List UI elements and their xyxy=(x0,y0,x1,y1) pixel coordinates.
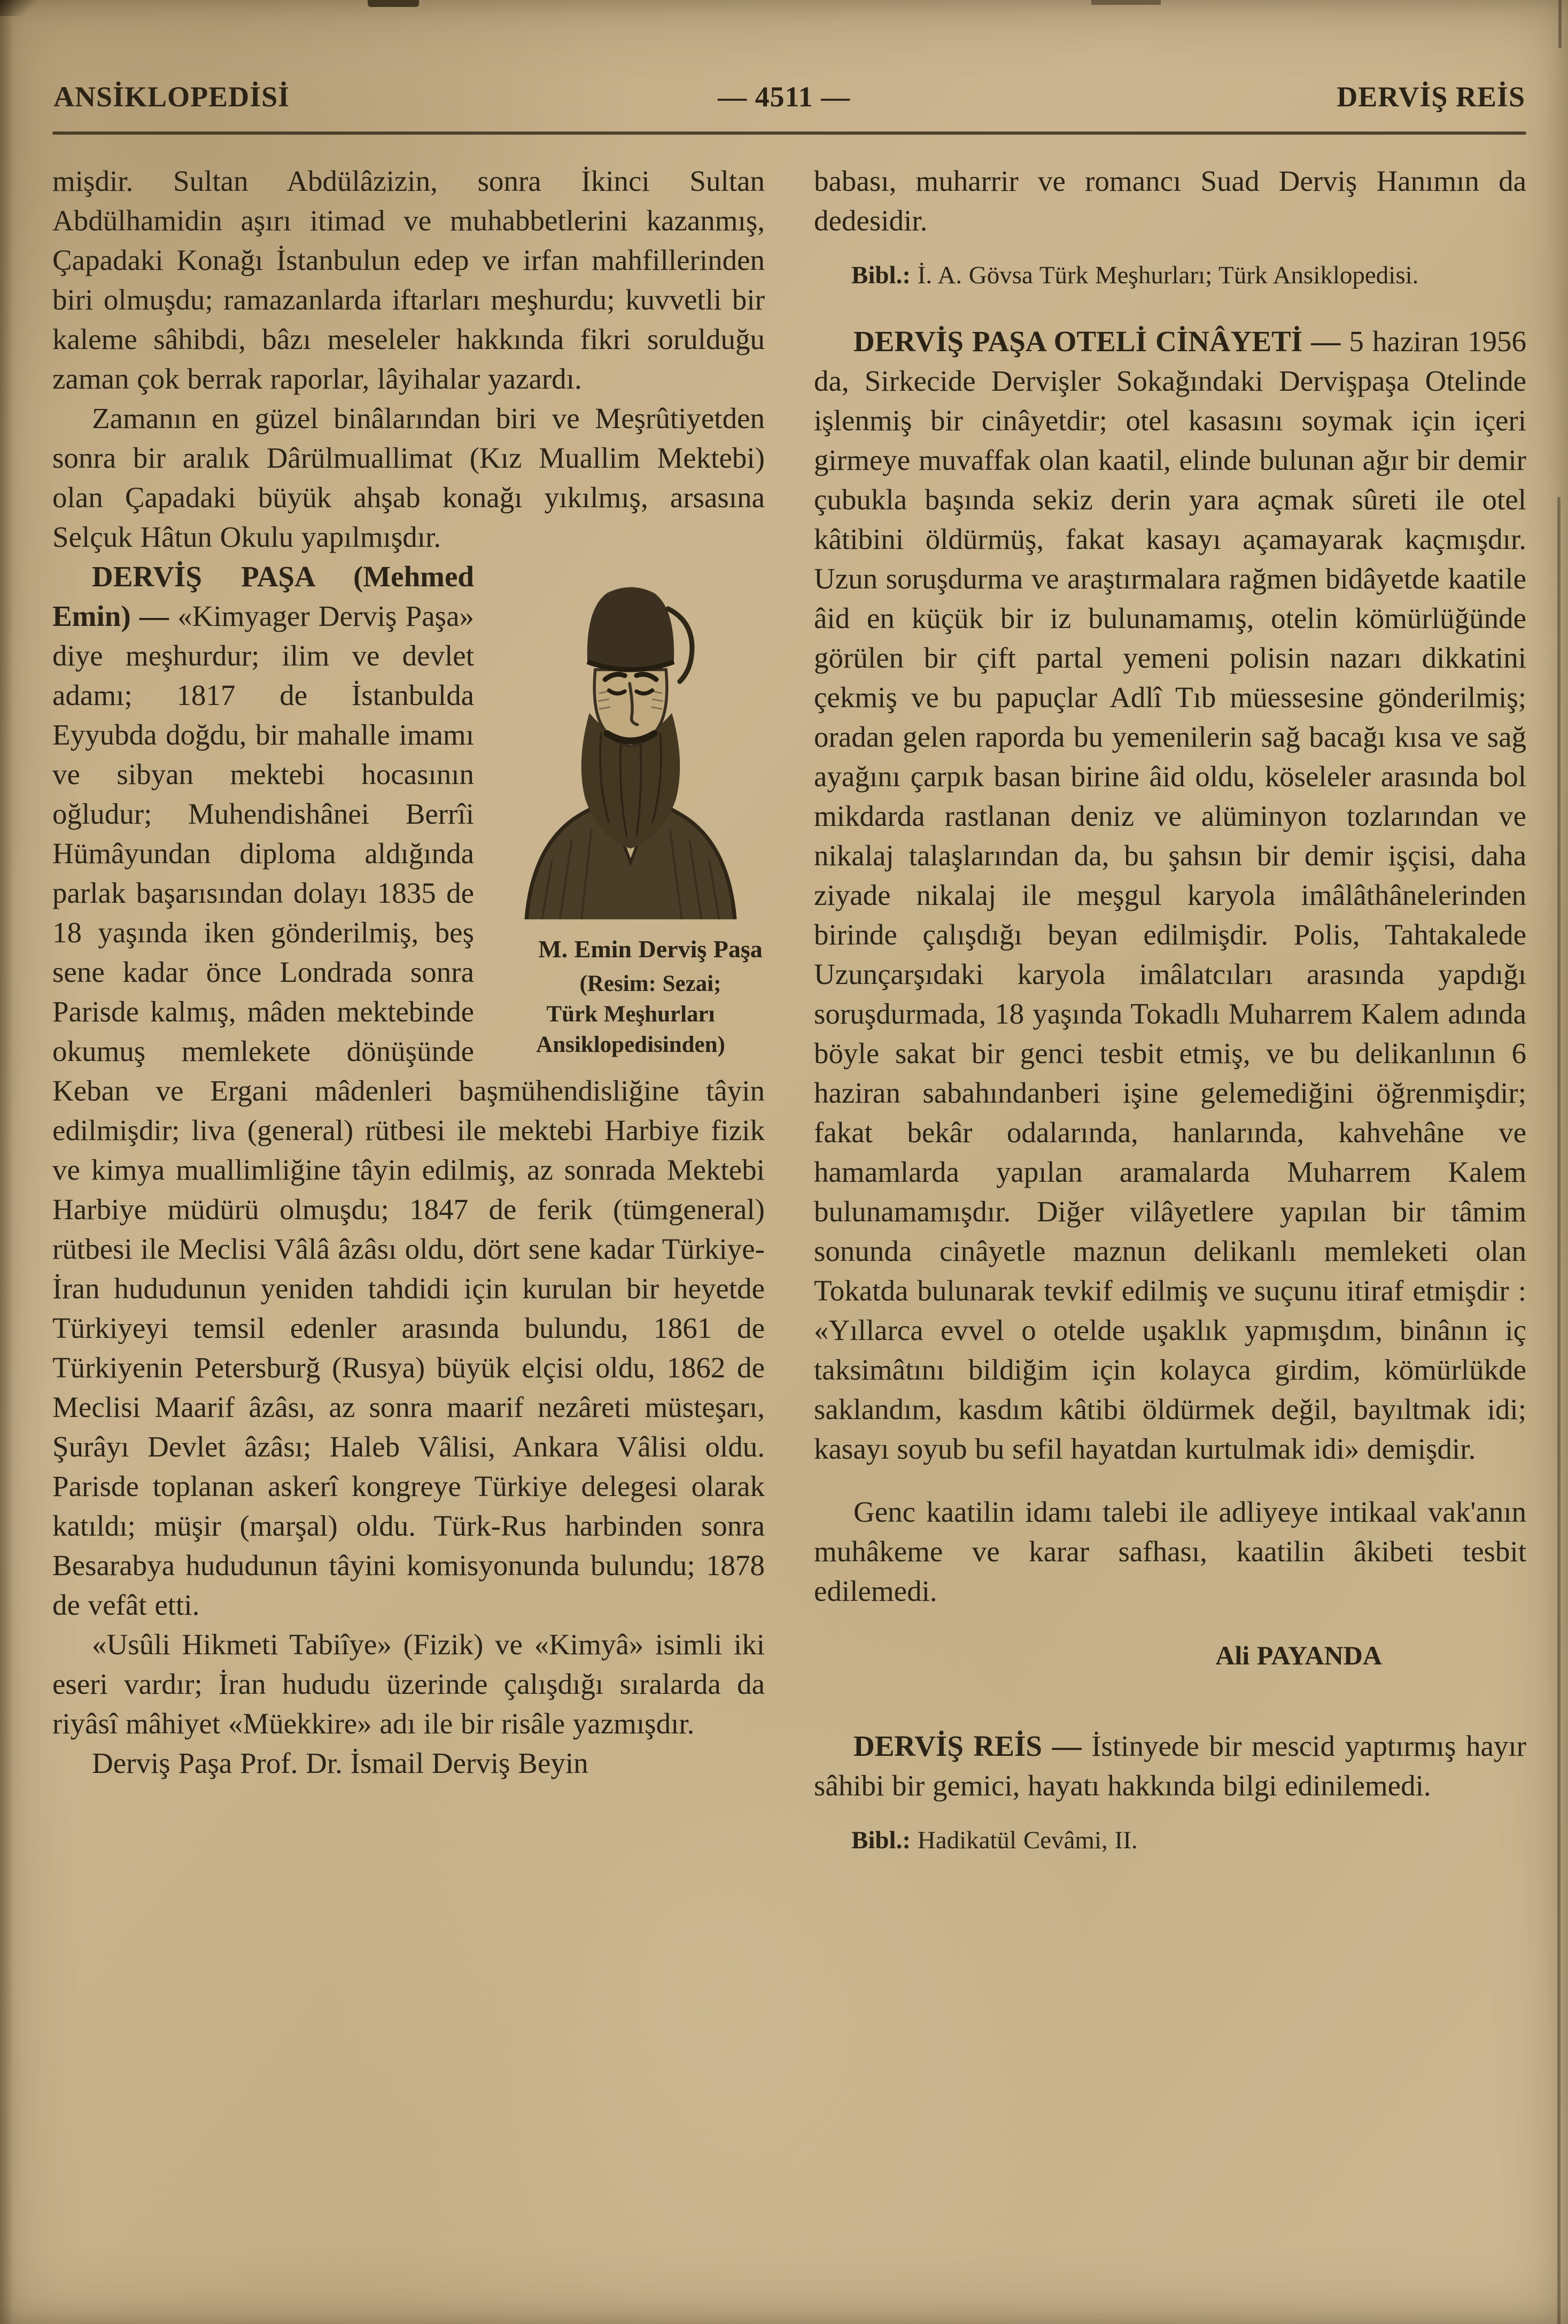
entry-headword-dervis-pasa: DERVİŞ PAŞA (Mehmed Emin) — xyxy=(52,560,474,632)
page-content xyxy=(52,80,1526,1873)
portrait-engraving xyxy=(510,565,751,919)
entry-dervis-pasa xyxy=(52,557,765,1625)
scan-artifact-right-edge xyxy=(1557,497,1561,2324)
scan-shadow-left-edge xyxy=(0,0,14,2324)
scan-artifact-right-top xyxy=(1558,0,1562,48)
entry-headword-dervis-reis: DERVİŞ REİS — xyxy=(853,1730,1092,1762)
bibl-text: Hadikatül Cevâmi, II. xyxy=(911,1826,1138,1854)
paragraph-continuation: mişdir. Sultan Abdülâzizin, sonra İkinci Sultan Abdülhamidin aşırı itimad ve muhabbetlerini kazanmış, Çapadaki Konağı İstanbulun edep ve irfan mahfillerinden biri olmuşdu; ramazanlarda iftarları meşhurdu; kuvvetli bir kaleme sâhibdi, bâzı meseleler hakkında fikri sorulduğu zaman çok berrak raporlar, lâyihalar yazardı. xyxy=(52,165,765,395)
header-right-title: DERVİŞ REİS xyxy=(1337,81,1525,113)
paragraph-works: «Usûli Hikmeti Tabiîye» (Fizik) ve «Kimyâ» isimli iki eseri vardır; İran hududu üzerinde çalışdığı sıralarda da riyâsî mâhiyet «Müekkire» adı ile bir risâle yazmışdır. xyxy=(52,1628,765,1740)
paragraph-verdict: Genc kaatilin idamı talebi ile adliyeye intikaal vak'anın muhâkeme ve karar safhası, kaatilin âkibeti tesbit edilemedi. xyxy=(814,1496,1526,1607)
bibliography-hadikatul xyxy=(814,1824,1526,1857)
header-left-title: ANSİKLOPEDİSİ xyxy=(53,81,290,113)
entry-headword-oteli-cinayeti: DERVİŞ PAŞA OTELİ CİNÂYETİ — xyxy=(853,325,1349,358)
paragraph-family-continuation: babası, muharrir ve romancı Suad Derviş Hanımın da dedesidir. xyxy=(814,165,1526,237)
bibliography-gövsa xyxy=(814,259,1526,292)
right-column xyxy=(814,161,1526,1873)
entry-dervis-reis xyxy=(814,1726,1526,1806)
entry-body-dervis-reis: İstinyede bir mescid yaptırmış hayır sâhibi bir gemici, hayatı hakkında bilgi edinilemedi. xyxy=(814,1730,1526,1802)
figure-caption-credit: (Resim: Sezai; Türk Meşhurları Ansiklopedisinden) xyxy=(536,971,725,1057)
portrait-figure xyxy=(496,565,765,1060)
bibl-label: Bibl.: xyxy=(851,1826,911,1854)
paragraph-capa-konagi: Zamanın en güzel binâlarından biri ve Meşrûtiyetden sonra bir aralık Dârülmuallimat (Kız Muallim Mektebi) olan Çapadaki büyük ahşab konağı yıkılmış, arsasına Selçuk Hâtun Okulu yapılmışdır. xyxy=(52,402,765,553)
running-header xyxy=(52,80,1526,119)
figure-caption-title: M. Emin Derviş Paşa xyxy=(538,935,763,963)
entry-body-oteli-cinayeti: 5 haziran 1956 da, Sirkecide Dervişler Sokağındaki Dervişpaşa Otelinde işlenmiş bir cinâyetdir; otel kasasını soymak için içeri girmeye muvaffak olan kaatil, elinde bulunan ağır bir demir çubukla başında sekiz derin yara açmak sûreti ile otel kâtibini öldürmüş, fakat kasayı açamayarak kaçmışdır. Uzun soruşdurma ve araştırmalara rağmen bidâyetde kaatile âid en küçük bir iz bulunamamış, otelin kömürlüğünde görülen bir çift partal yemeni polisin nazarı dikkatini çekmiş ve bu papuçlar Adlî Tıb müessesine gönderilmiş; oradan gelen raporda bu yemenilerin sağ bacağı kısa ve sağ ayağını çarpık basan birine âid oldu, köseleler arasında bol mikdarda rastlanan deniz ve alüminyon tozlarından ve nikalaj talaşlarından da, bu şahsın bir demir işçisi, daha ziyade nikalaj ile meşgul karyola imâlâthânelerinden birinde çalışdığı beyan edilmişdir. Polis, Tahtakalede Uzunçarşıdaki karyola imâlatcıları arasında yapdığı soruşdurmada, 18 yaşında Tokadlı Muharrem Kalem adında böyle sakat bir genci tesbit etmiş, ve bu delikanlının 6 haziran sabahındanberi işine gelemediğini öğrenmişdir; fakat bekâr odalarında, hanlarında, kahvehâne ve hamamlarda yapılan aramalarda Muharrem Kalem bulunamamışdır. Diğer vilâyetlere yapılan bir tâmim sonunda cinâyetle maznun delikanlı memleketi olan Tokatda bulunarak tevkif edilmiş ve suçunu itiraf etmişdir : «Yıllarca evvel o otelde uşaklık yapmışdım, binânın iç taksimâtını bildiğim için kolayca girdim, kömürlükde saklandım, kasdım kâtibi öldürmek değil, bayıltmak idi; kasayı soyub bu sefil hayatdan kurtulmak idi» demişdir. xyxy=(814,325,1526,1465)
header-rule xyxy=(52,131,1526,135)
paragraph-family-start: Derviş Paşa Prof. Dr. İsmail Derviş Beyin xyxy=(92,1747,588,1779)
scan-artifact-top xyxy=(368,0,419,7)
two-column-text xyxy=(52,161,1526,1873)
bibl-text: İ. A. Gövsa Türk Meşhurları; Türk Ansiklopedisi. xyxy=(911,261,1419,289)
header-page-number: — 4511 — xyxy=(718,81,851,113)
entry-dervis-pasa-oteli-cinayeti xyxy=(814,322,1526,1469)
author-signature: Ali PAYANDA xyxy=(1215,1640,1382,1670)
bibl-label: Bibl.: xyxy=(851,261,911,289)
portrait-image xyxy=(510,565,751,919)
entry-body-dervis-pasa: «Kimyager Derviş Paşa» diye meşhurdur; ilim ve devlet adamı; 1817 de İstanbulda Eyyubda doğdu, bir mahalle imamı ve sibyan mektebi hocasının oğludur; Muhendishânei Berrîi Hümâyundan diploma aldığında parlak başarısından dolayı 1835 de 18 yaşında iken gönderilmiş, beş sene kadar önce Londrada sonra Parisde kalmış, mâden mektebinde okumuş memlekete dönüşünde Keban ve Ergani mâdenleri başmühendisliğine tâyin edilmişdir; liva (general) rütbesi ile mektebi Harbiye fizik ve kimya muallimliğine tâyin edilmiş, az sonrada Mektebi Harbiye müdürü olmuşdu; 1847 de ferik (tümgeneral) rütbesi ile Meclisi Vâlâ âzâsı oldu, dört sene kadar Türkiye-İran hududunun yeniden tahdidi için kurulan bir heyetde Türkiyeyi temsil edenler arasında bulundu, 1861 de Türkiyenin Petersburğ (Rusya) büyük elçisi oldu, 1862 de Meclisi Maarif âzâsı, az sonra maarif nezâreti müsteşarı, Şurâyı Devlet âzâsı; Haleb Vâlisi, Ankara Vâlisi oldu. Parisde toplanan askerî kongreye Türkiye delegesi olarak katıldı; müşir (marşal) oldu. Türk-Rus harbinden sonra Besarabya hududunun tâyini komisyonunda bulundu; 1878 de vefât etti. xyxy=(52,600,765,1621)
left-column xyxy=(52,161,765,1873)
scan-artifact-top2 xyxy=(1091,0,1161,5)
